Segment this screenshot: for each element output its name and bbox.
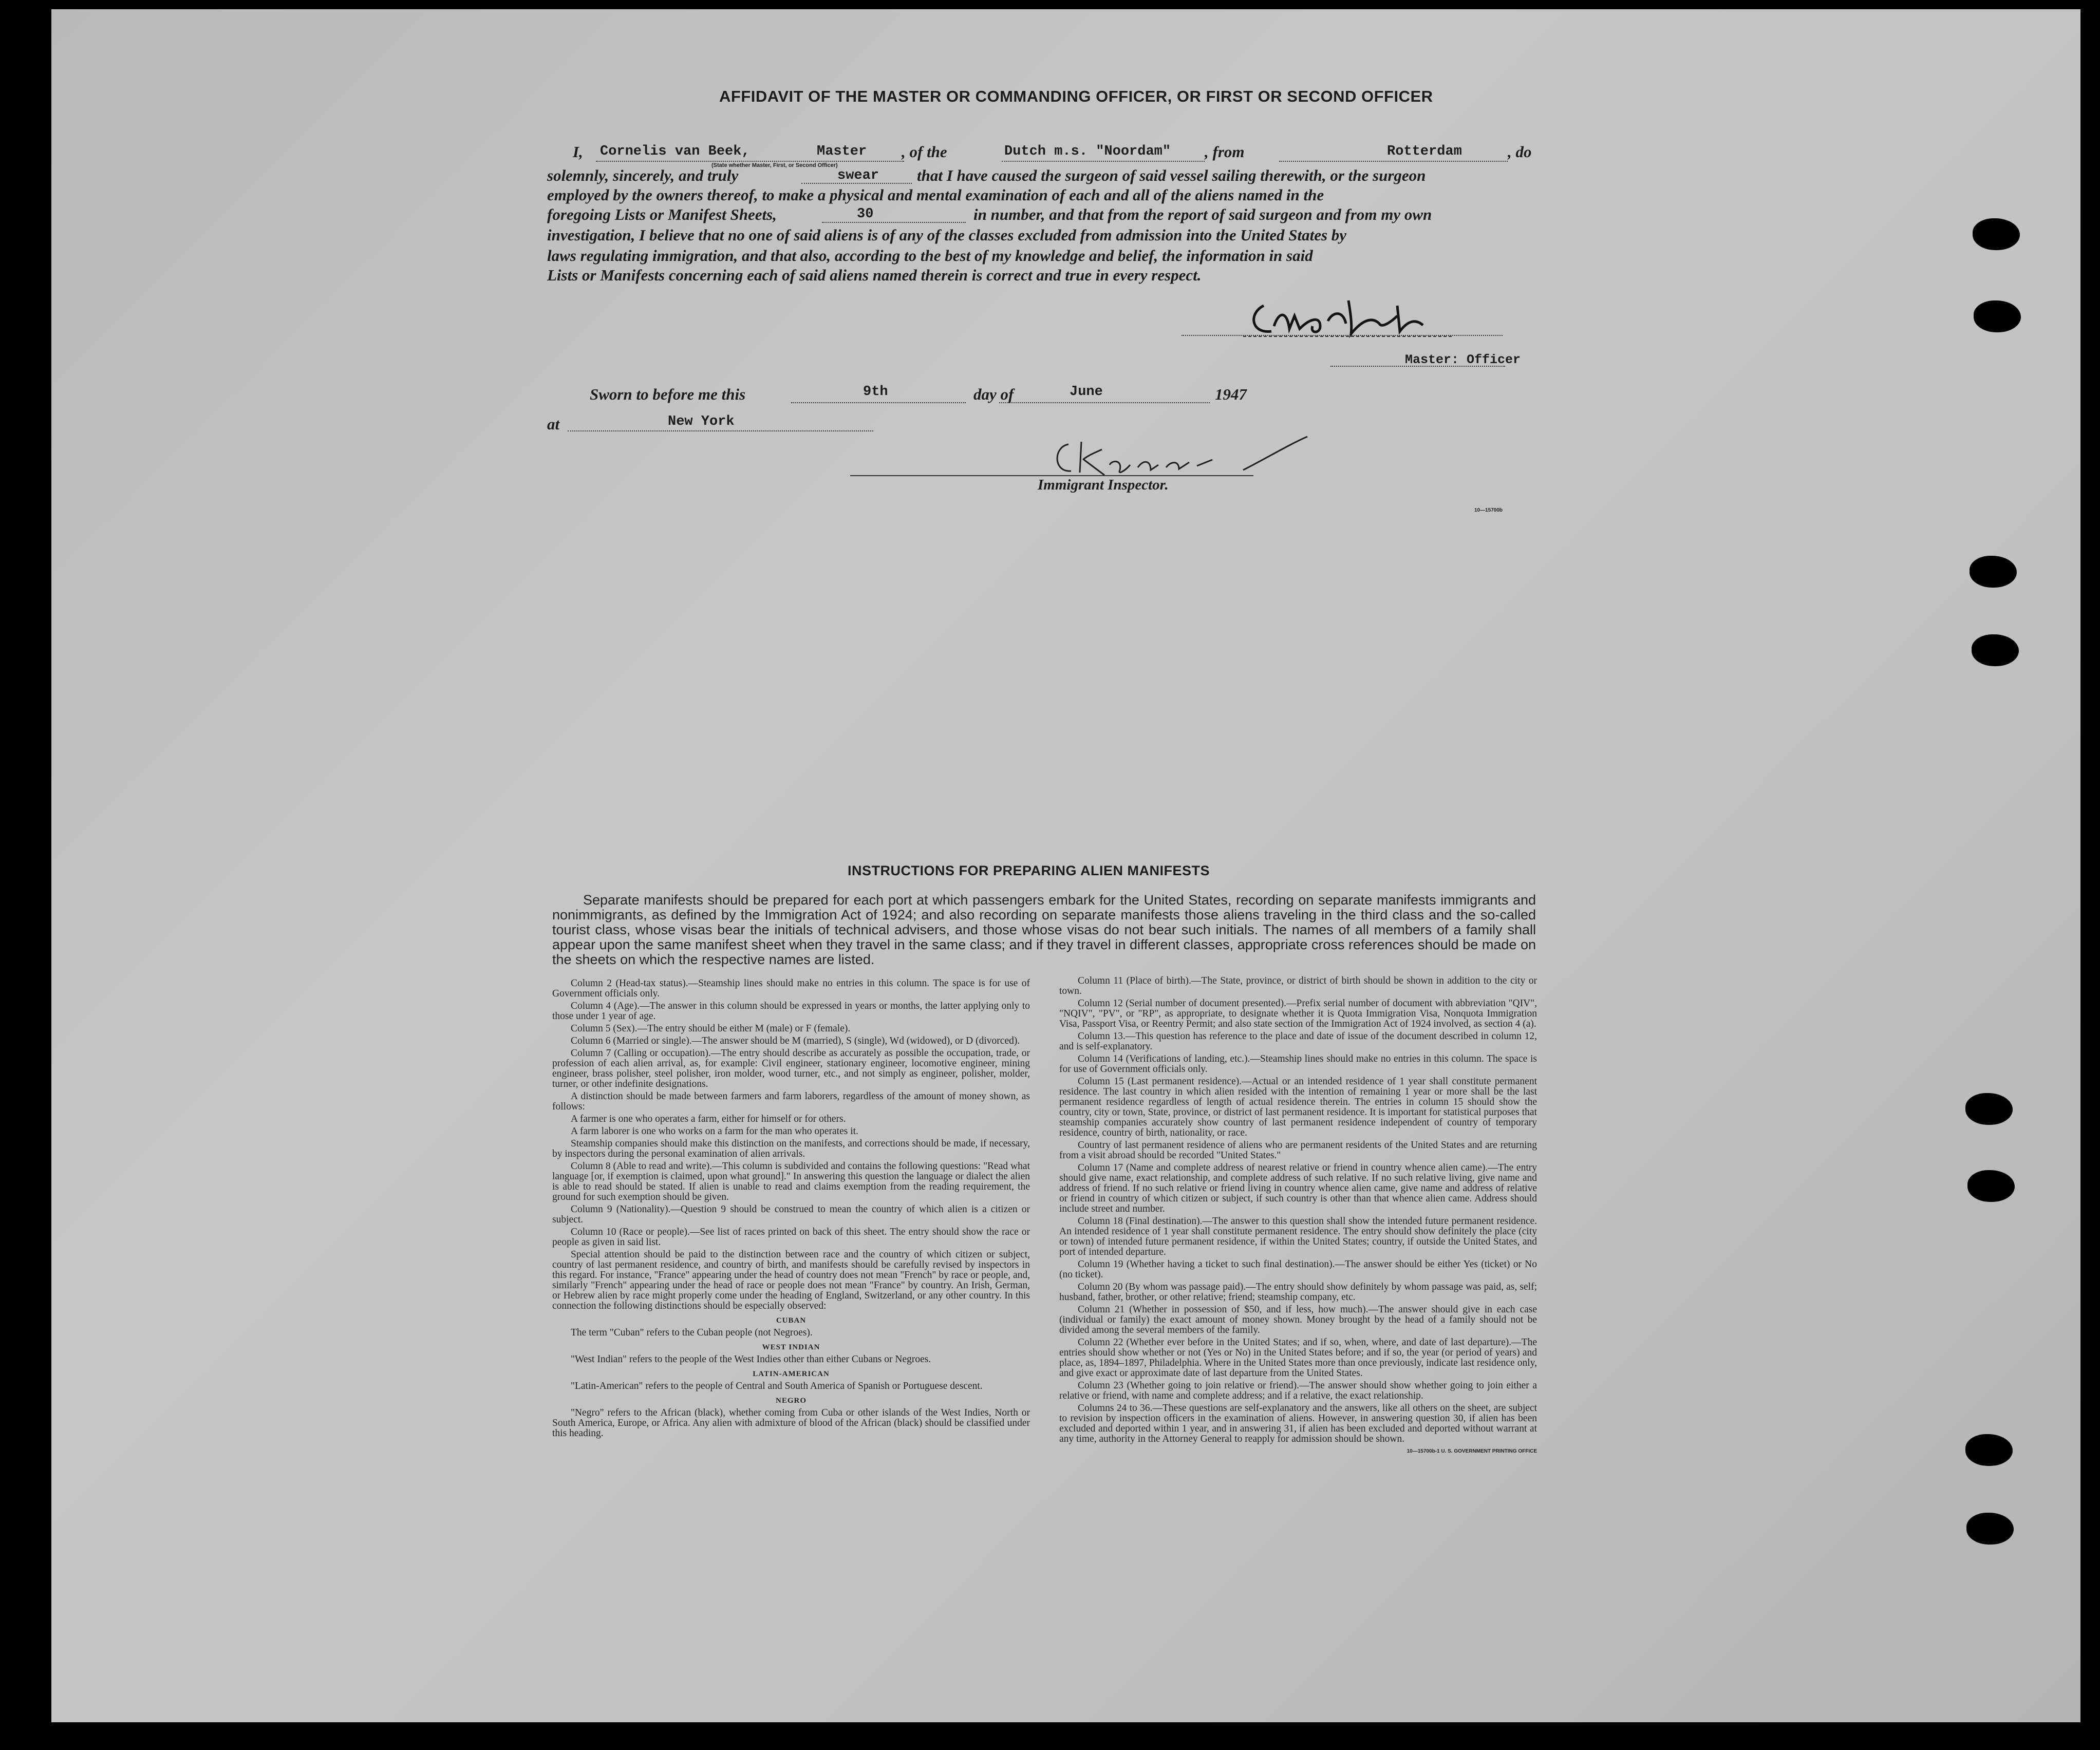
instruction-paragraph: Column 17 (Name and complete address of nearest relative or friend in country whence alien came).—The entry should give name, exact relationship, and complete address of such relative. If no such relative living, give name and address of friend. If no such relative or friend living in country whence alien came, give name and address of relative or friend in country of which citizen or subject, if such country is other than that whence alien came. Address should include street and number. <box>1059 1162 1537 1214</box>
at-label: at <box>547 415 560 433</box>
cuban-definition: The term "Cuban" refers to the Cuban people (not Negroes). <box>571 1327 813 1338</box>
title-line <box>1330 366 1505 367</box>
punch-hole <box>1965 1434 2013 1466</box>
name-line <box>596 161 904 162</box>
instruction-paragraph: Column 11 (Place of birth).—The State, province, or district of birth should be shown in addition to the city or town. <box>1059 975 1537 996</box>
oath-word: swear <box>837 168 879 183</box>
instruction-paragraph: Column 10 (Race or people).—See list of races printed on back of this sheet. The entry should show the race or people as given in said list. <box>552 1227 1030 1248</box>
instruction-paragraph: Column 7 (Calling or occupation).—The entry should describe as accurately as possible the occupation, trade, or profession of each alien arrival, as, for example: Civil engineer, stationary engineer, locomotive engineer, mining engineer, brass polisher, steel polisher, iron molder, wood turner, etc., and not simply as engineer, polisher, molder, turner, or other indefinite designations. <box>552 1048 1030 1089</box>
affidavit-line6: laws regulating immigration, and that also, according to the best of my knowledge and belief, the information in said <box>547 247 1313 265</box>
instruction-paragraph: Column 21 (Whether in possession of $50, and if less, how much).—The answer should give in each case (individual or family) the exact amount of money shown. Money brought by the head of a family should not be divided among the several members of the family. <box>1059 1304 1537 1335</box>
instruction-paragraph: Column 23 (Whether going to join relative or friend).—The answer should show whether going to join either a relative or friend, with name and complete address; and if a relative, the exact relationship. <box>1059 1380 1537 1401</box>
latin-american-definition: "Latin-American" refers to the people of Central and South America of Spanish or Portuguese descent. <box>571 1381 983 1391</box>
of-the-label: , of the <box>902 143 947 161</box>
signature-line <box>1182 335 1503 336</box>
departure-port: Rotterdam <box>1387 144 1462 159</box>
latin-american-heading: LATIN-AMERICAN <box>753 1370 830 1378</box>
affidavit-line5: investigation, I believe that no one of said aliens is of any of the classes excluded from admission into the United States by <box>547 226 1347 244</box>
sworn-day: 9th <box>863 384 888 400</box>
day-line <box>791 402 966 403</box>
cuban-heading: CUBAN <box>776 1316 807 1325</box>
sworn-year: 1947 <box>1215 385 1247 403</box>
instruction-paragraph: Column 19 (Whether having a ticket to such final destination).—The answer should be either Yes (ticket) or No (no ticket). <box>1059 1259 1537 1280</box>
instructions-title: INSTRUCTIONS FOR PREPARING ALIEN MANIFESTS <box>848 863 1210 878</box>
count-line <box>822 222 966 223</box>
inspector-label: Immigrant Inspector. <box>1038 477 1169 493</box>
oath-line <box>801 183 912 184</box>
port-line <box>1279 161 1508 162</box>
punch-hole <box>1972 634 2019 666</box>
instruction-paragraph: Special attention should be paid to the distinction between race and the country of which citizen or subject, country of last permanent residence, and country of birth, and manifests should be carefully revised by inspectors in this regard. For instance, "France" appearing under the head of country does not mean "French" by race or people, and, similarly "French" appearing under the head of race or people does not mean "France" by country. An Irish, German, or Hebrew alien by race might properly come under the heading of England, Switzerland, or any other country. In this connection the following distinctions should be especially observed: <box>552 1249 1030 1311</box>
instructions-intro: Separate manifests should be prepared for each port at which passengers embark for the United States, recording on separate manifests immigrants and nonimmigrants, as defined by the Immigration Act of 1924; and also recording on separate manifests those aliens traveling in the third class and the so-called tourist class, whose visas bear the initials of technical advisers, and those whose visas do not bear such initials. The names of all members of a family shall appear upon the same manifest sheet when they travel in the same class; and if they travel in different classes, appropriate cross references should be made on the sheets on which the respective names are listed. <box>552 892 1536 967</box>
month-line <box>999 402 1210 403</box>
sworn-label: Sworn to before me this <box>590 385 746 403</box>
form-number: 10—15700b <box>1474 507 1503 513</box>
negro-definition: "Negro" refers to the African (black), whether coming from Cuba or other islands of the West Indies, North or South America, Europe, or Africa. Any alien with admixture of blood of the African (black) should be classified under this heading. <box>552 1407 1030 1439</box>
punch-hole <box>1966 1513 2014 1545</box>
instruction-paragraph: Column 9 (Nationality).—Question 9 should be construed to mean the country of which alien is a citizen or subject. <box>552 1204 1030 1225</box>
punch-hole <box>1974 300 2021 332</box>
instructions-left-column <box>552 979 1030 1441</box>
do-label: , do <box>1508 143 1532 161</box>
instruction-paragraph: Column 14 (Verifications of landing, etc.).—Steamship lines should make no entries in this column. The space is for use of Government officials only. <box>1059 1053 1537 1075</box>
instruction-paragraph: Steamship companies should make this distinction on the manifests, and corrections should be made, if necessary, by inspectors during the personal examination of alien arrivals. <box>552 1138 1030 1159</box>
instruction-paragraph: Column 4 (Age).—The answer in this column should be expressed in years or months, the latter applying only to those under 1 year of age. <box>552 1001 1030 1022</box>
instruction-paragraph: A distinction should be made between farmers and farm laborers, regardless of the amount of money shown, as follows: <box>552 1091 1030 1112</box>
instruction-paragraph: A farmer is one who operates a farm, either for himself or for others. <box>571 1114 846 1124</box>
instruction-paragraph: A farm laborer is one who works on a farm for the man who operates it. <box>571 1126 858 1137</box>
west-indian-heading: WEST INDIAN <box>762 1343 820 1351</box>
affidavit-line2-post: that I have caused the surgeon of said vessel sailing therewith, or the surgeon <box>917 166 1426 184</box>
instruction-paragraph: Column 2 (Head-tax status).—Steamship lines should make no entries in this column. The space is for use of Government officials only. <box>552 978 1030 999</box>
affidavit-line3: employed by the owners thereof, to make a physical and mental examination of each and all of the aliens named in the <box>547 186 1324 204</box>
vessel-line <box>1002 161 1205 162</box>
inspector-line <box>850 475 1253 476</box>
instruction-paragraph: Column 8 (Able to read and write).—This column is subdivided and contains the following questions: "Read what language [or, if exemption is claimed, upon what ground]." In answering this question the language or dialect the alien is able to read should be stated. If alien is unable to read and claims exemption from the reading requirement, the ground for such exemption should be given. <box>552 1161 1030 1202</box>
printing-office-footer: 10—15700b-1 U. S. GOVERNMENT PRINTING OFFICE <box>1407 1448 1537 1454</box>
instruction-paragraph: Columns 24 to 36.—These questions are self-explanatory and the answers, like all others on the sheet, are subject to revision by inspection officers in the examination of aliens. However, in answering question 30, if alien has been excluded and deported within 1 year, and in answering 31, if alien has been excluded and deported without warrant at any time, authority in the Attorney General to reapply for admission should be shown. <box>1059 1403 1537 1444</box>
instruction-paragraph: Column 18 (Final destination).—The answer to this question shall show the intended future permanent residence. An intended residence of 1 year shall constitute permanent residence. The entry should show definitely the place (city or town) of intended future permanent residence, if within the United States; country, if outside the United States, and port of intended departure. <box>1059 1216 1537 1257</box>
affidavit-i: I, <box>573 143 583 161</box>
signature-title: Master: Officer <box>1405 352 1521 367</box>
negro-heading: NEGRO <box>775 1397 807 1405</box>
instruction-paragraph: Column 13.—This question has reference to the place and date of issue of the document described in column 12, and is self-explanatory. <box>1059 1031 1537 1052</box>
sheet-count: 30 <box>857 206 874 222</box>
instruction-paragraph: Column 22 (Whether ever before in the United States; and if so, when, where, and date of last departure).—The entries should show whether or not (Yes or No) in the United States before; and if so, the year (or period of years) and place, as, 1894–1897, Philadelphia. Where in the United States more than once previously, indicate last residence only, and give exact or approximate date of last departure from the United States. <box>1059 1337 1537 1379</box>
affidavit-line4-pre: foregoing Lists or Manifest Sheets, <box>547 205 777 223</box>
instruction-paragraph: Column 20 (By whom was passage paid).—The entry should show definitely by whom passage was paid, as, self; husband, father, brother, or other relative; friend; steamship company, etc. <box>1059 1282 1537 1303</box>
punch-hole <box>1965 1093 2013 1125</box>
place-line <box>568 430 873 431</box>
instruction-paragraph: Column 12 (Serial number of document presented).—Prefix serial number of document with abbreviation "QIV", "NQIV", "PV", or "RP", as appropriate, to designate whether it is Quota Immigration Visa, Nonquota Immigration Visa, Passport Visa, or Reentry Permit; and also state section of the Immigration Act of 1924 involved, as section 4 (a). <box>1059 998 1537 1029</box>
from-label: , from <box>1205 143 1245 161</box>
affidavit-title: AFFIDAVIT OF THE MASTER OR COMMANDING OFFICER, OR FIRST OR SECOND OFFICER <box>719 87 1433 105</box>
affidavit-line4-post: in number, and that from the report of said surgeon and from my own <box>973 205 1432 223</box>
instruction-paragraph: Country of last permanent residence of aliens who are permanent residents of the United States and are returning from a visit abroad should be recorded "United States." <box>1059 1140 1537 1161</box>
master-rank: Master <box>817 144 867 159</box>
vessel-name: Dutch m.s. "Noordam" <box>1004 144 1171 159</box>
day-of-label: day of <box>973 385 1014 403</box>
affidavit-line7: Lists or Manifests concerning each of said aliens named therein is correct and true in every respect. <box>547 266 1202 284</box>
instruction-paragraph: Column 6 (Married or single).—The answer should be M (married), S (single), Wd (widowed), or D (divorced). <box>571 1036 1020 1046</box>
master-signature <box>1243 290 1459 349</box>
instruction-paragraph: Column 5 (Sex).—The entry should be either M (male) or F (female). <box>571 1023 851 1034</box>
master-name: Cornelis van Beek, <box>600 144 750 159</box>
west-indian-definition: "West Indian" refers to the people of the West Indies other than either Cubans or Negroes. <box>571 1354 931 1365</box>
punch-hole <box>1973 218 2020 250</box>
rank-note: (State whether Master, First, or Second Officer) <box>711 162 838 168</box>
instruction-paragraph: Column 15 (Last permanent residence).—Actual or an intended residence of 1 year shall constitute permanent residence. The last country in which alien resided with the intention of remaining 1 year or more shall be the last permanent residence regardless of length of actual residence therein. The entries in column 15 should show the country, city or town, State, province, or district of last permanent residence. It is important for statistical purposes that steamship companies accurately show country of last permanent residence independent of country of temporary residence, country of birth, nationality, or race. <box>1059 1076 1537 1138</box>
sworn-place: New York <box>668 414 735 429</box>
punch-hole <box>1970 556 2017 588</box>
punch-hole <box>1967 1170 2015 1202</box>
instructions-right-column <box>1059 976 1537 1457</box>
sworn-month: June <box>1070 384 1103 400</box>
affidavit-line2-pre: solemnly, sincerely, and truly <box>547 166 739 184</box>
